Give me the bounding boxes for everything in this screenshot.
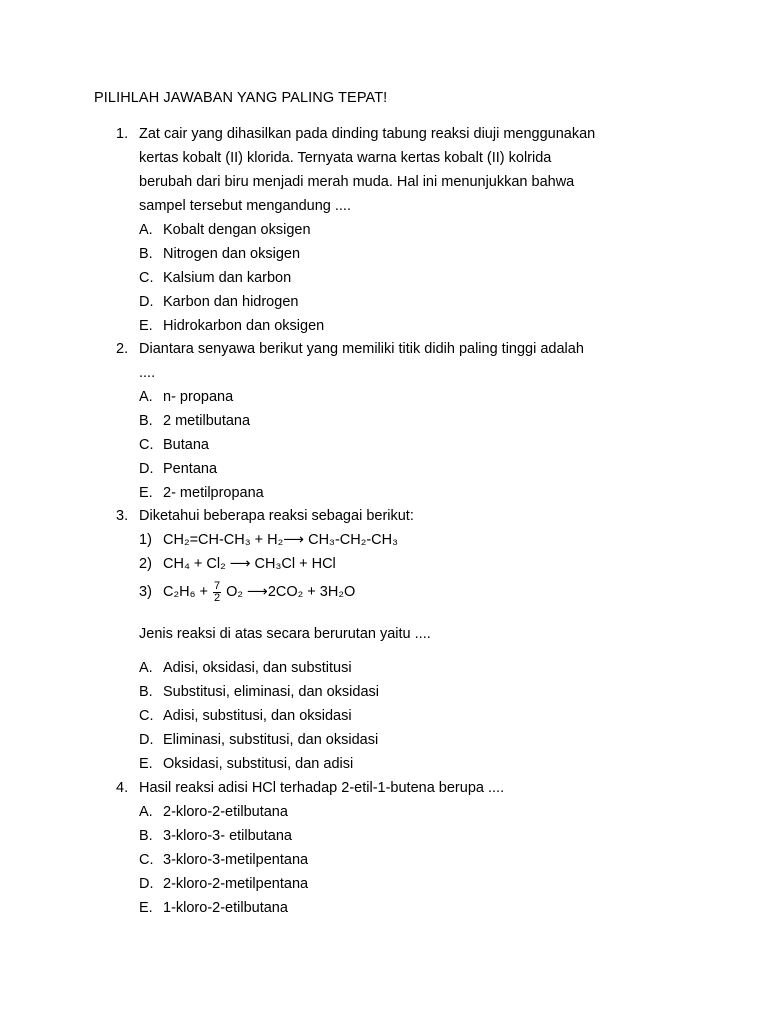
option-text: Kalsium dan karbon <box>163 270 292 286</box>
reaction-rhs: O₂ ⟶2CO₂ + 3H₂O <box>226 584 356 600</box>
question-text: Jenis reaksi di atas secara berurutan yaitu .... <box>139 626 431 642</box>
option-a[interactable] <box>116 218 676 242</box>
reaction-2 <box>116 552 676 576</box>
option-letter: C. <box>139 708 154 724</box>
option-d[interactable] <box>116 457 676 481</box>
question-text: Hasil reaksi adisi HCl terhadap 2-etil-1-butena berupa .... <box>139 780 505 796</box>
reaction-1 <box>116 528 676 552</box>
option-b[interactable] <box>116 409 676 433</box>
question-line <box>116 337 676 361</box>
option-e[interactable] <box>116 314 676 338</box>
fraction-denominator: 2 <box>213 591 221 604</box>
option-text: Butana <box>163 437 209 453</box>
question-line <box>116 146 676 170</box>
page-heading: PILIHLAH JAWABAN YANG PALING TEPAT! <box>94 90 388 106</box>
question-3 <box>116 504 676 776</box>
question-line <box>116 622 676 646</box>
option-text: Substitusi, eliminasi, dan oksidasi <box>163 684 379 700</box>
option-a[interactable] <box>116 656 676 680</box>
fraction <box>213 581 221 604</box>
option-c[interactable] <box>116 704 676 728</box>
reaction-equation: CH₂=CH-CH₃ + H₂⟶ CH₃-CH₂-CH₃ <box>163 532 399 548</box>
option-letter: A. <box>139 660 153 676</box>
option-letter: B. <box>139 828 153 844</box>
option-letter: C. <box>139 852 154 868</box>
option-text: Pentana <box>163 461 218 477</box>
option-text: 2 metilbutana <box>163 413 251 429</box>
reaction-number: 1) <box>139 532 152 548</box>
option-text: 1-kloro-2-etilbutana <box>163 900 288 916</box>
question-text: berubah dari biru menjadi merah muda. Hal ini menunjukkan bahwa <box>139 174 575 190</box>
option-letter: E. <box>139 318 153 334</box>
question-text: Zat cair yang dihasilkan pada dinding tabung reaksi diuji menggunakan <box>139 126 596 142</box>
reaction-3 <box>116 576 676 608</box>
option-text: 2-kloro-2-etilbutana <box>163 804 288 820</box>
option-c[interactable] <box>116 848 676 872</box>
option-letter: E. <box>139 485 153 501</box>
option-b[interactable] <box>116 242 676 266</box>
question-4 <box>116 776 676 920</box>
option-text: Adisi, oksidasi, dan substitusi <box>163 660 352 676</box>
reaction-number: 2) <box>139 556 152 572</box>
option-letter: D. <box>139 294 154 310</box>
question-number: 4. <box>116 780 129 796</box>
option-letter: E. <box>139 900 153 916</box>
option-c[interactable] <box>116 266 676 290</box>
question-line <box>116 776 676 800</box>
option-text: Eliminasi, substitusi, dan oksidasi <box>163 732 379 748</box>
option-text: Kobalt dengan oksigen <box>163 222 311 238</box>
option-letter: D. <box>139 732 154 748</box>
question-number: 2. <box>116 341 129 357</box>
question-line <box>116 361 676 385</box>
question-text: Diketahui beberapa reaksi sebagai berikut: <box>139 508 414 524</box>
fraction-numerator: 7 <box>213 579 221 592</box>
question-text: kertas kobalt (II) klorida. Ternyata warna kertas kobalt (II) kolrida <box>139 150 552 166</box>
option-b[interactable] <box>116 824 676 848</box>
question-line <box>116 122 676 146</box>
option-e[interactable] <box>116 752 676 776</box>
question-text: .... <box>139 365 156 381</box>
option-text: 3-kloro-3-metilpentana <box>163 852 309 868</box>
option-text: Hidrokarbon dan oksigen <box>163 318 325 334</box>
reaction-equation: CH₄ + Cl₂ ⟶ CH₃Cl + HCl <box>163 556 336 572</box>
option-letter: E. <box>139 756 153 772</box>
option-text: Adisi, substitusi, dan oksidasi <box>163 708 352 724</box>
option-letter: B. <box>139 246 153 262</box>
question-text: Diantara senyawa berikut yang memiliki titik didih paling tinggi adalah <box>139 341 584 357</box>
option-c[interactable] <box>116 433 676 457</box>
option-e[interactable] <box>116 481 676 505</box>
question-number: 1. <box>116 126 129 142</box>
option-letter: C. <box>139 270 154 286</box>
option-text: n- propana <box>163 389 234 405</box>
option-d[interactable] <box>116 290 676 314</box>
option-text: 3-kloro-3- etilbutana <box>163 828 292 844</box>
option-letter: A. <box>139 222 153 238</box>
question-2 <box>116 337 676 505</box>
reaction-lhs: C₂H₆ + <box>163 584 208 600</box>
question-line <box>116 194 676 218</box>
option-d[interactable] <box>116 728 676 752</box>
question-number: 3. <box>116 508 129 524</box>
option-letter: B. <box>139 684 153 700</box>
option-a[interactable] <box>116 385 676 409</box>
option-text: Nitrogen dan oksigen <box>163 246 301 262</box>
option-letter: C. <box>139 437 154 453</box>
option-letter: B. <box>139 413 153 429</box>
option-text: Oksidasi, substitusi, dan adisi <box>163 756 354 772</box>
option-letter: A. <box>139 804 153 820</box>
option-letter: D. <box>139 876 154 892</box>
spacer <box>116 646 676 656</box>
option-letter: D. <box>139 461 154 477</box>
option-a[interactable] <box>116 800 676 824</box>
reaction-equation <box>163 576 355 608</box>
option-b[interactable] <box>116 680 676 704</box>
option-text: Karbon dan hidrogen <box>163 294 299 310</box>
question-line <box>116 170 676 194</box>
option-letter: A. <box>139 389 153 405</box>
reaction-number: 3) <box>139 584 152 600</box>
option-d[interactable] <box>116 872 676 896</box>
option-e[interactable] <box>116 896 676 920</box>
question-text: sampel tersebut mengandung .... <box>139 198 351 214</box>
option-text: 2- metilpropana <box>163 485 264 501</box>
option-text: 2-kloro-2-metilpentana <box>163 876 309 892</box>
question-1 <box>116 122 676 338</box>
question-line <box>116 504 676 528</box>
